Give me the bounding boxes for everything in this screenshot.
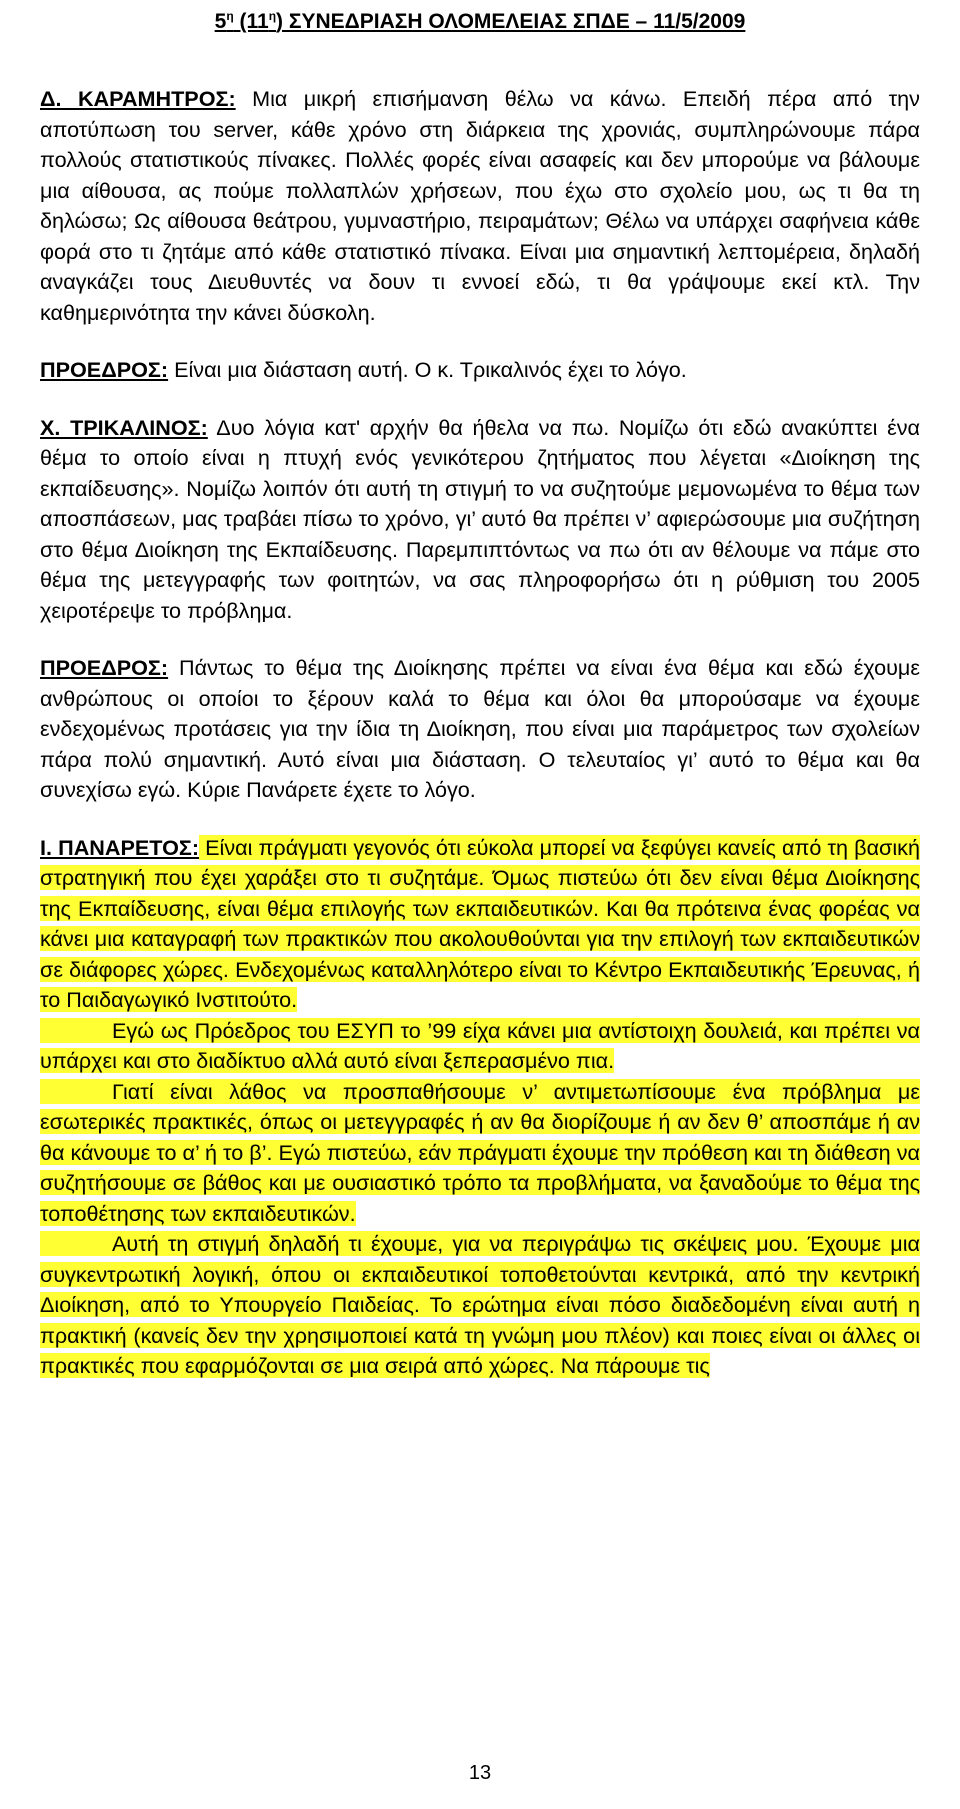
- speaker-name: Δ. ΚΑΡΑΜΗΤΡΟΣ:: [40, 86, 236, 111]
- speaker-name: Ι. ΠΑΝΑΡΕΤΟΣ:: [40, 834, 200, 860]
- page-number: 13: [468, 1762, 492, 1784]
- highlighted-text: Εγώ ως Πρόεδρος του ΕΣΥΠ το ’99 είχα κάνει μια αντίστοιχη δουλειά, και πρέπει να υπάρχει και στο διαδίκτυο αλλά αυτό είναι ξεπερασμένο πια.: [40, 1017, 920, 1073]
- speaker-name: ΠΡΟΕΔΡΟΣ:: [40, 655, 169, 680]
- document-body: [40, 84, 920, 1382]
- paragraph-panaretos-1: [40, 833, 920, 1016]
- highlighted-text: Γιατί είναι λάθος να προσπαθήσουμε ν’ αντιμετωπίσουμε ένα πρόβλημα με εσωτερικές πρακτικές, όπως οι μετεγγραφές ή αν θα διορίζουμε ή αν δεν θ’ αποσπάμε ή αν θα κάνουμε το α’ ή το β’. Εγώ πιστεύω, εάν πράγματι έχουμε την πρόθεση και τη διάθεση να συζητήσουμε σε βάθος και με ουσιαστικό τρόπο τα προβλήματα, να ξαναδούμε το θέμα της τοποθέτησης των εκπαιδευτικών.: [40, 1078, 920, 1226]
- paragraph-text: Είναι μια διάσταση αυτή. Ο κ. Τρικαλινός έχει το λόγο.: [168, 357, 687, 382]
- paragraph-text: Πάντως το θέμα της Διοίκησης πρέπει να είναι ένα θέμα και εδώ έχουμε ανθρώπους οι οποίοι το ξέρουν καλά το θέμα και όλοι θα μπορούσαμε να έχουμε ενδεχομένως προτάσεις για την ίδια τη Διοίκηση, που είναι μια παράμετρος των σχολείων πάρα πολύ σημαντική. Αυτό είναι μια διάσταση. Ο τελευταίος γι’ αυτό το θέμα και θα συνεχίσω εγώ. Κύριε Πανάρετε έχετε το λόγο.: [40, 655, 920, 802]
- header-sup-1: η: [226, 9, 234, 23]
- highlighted-text: Είναι πράγματι γεγονός ότι εύκολα μπορεί να ξεφύγει κανείς από τη βασική στρατηγική που έχει χαράξει στο τι συζητάμε. Όμως πιστεύω ότι δεν είναι θέμα Διοίκησης της Εκπαίδευσης, είναι θέμα επιλογής των εκπαιδευτικών. Και θα πρότεινα ένας φορέας να κάνει μια καταγραφή των πρακτικών που ακολουθούνται για την επιλογή των εκπαιδευτικών σε διάφορες χώρες. Ενδεχομένως καταλληλότερο είναι το Κέντρο Εκπαιδευτικής Έρευνας, ή το Παιδαγωγικό Ινστιτούτο.: [40, 834, 920, 1012]
- paragraph-text: Μια μικρή επισήμανση θέλω να κάνω. Επειδή πέρα από την αποτύπωση του server, κάθε χρόνο στη διάρκεια της χρονιάς, συμπληρώνουμε πάρα πολλούς στατιστικούς πίνακες. Πολλές φορές είναι ασαφείς και δεν μπορούμε να βάλουμε μια αίθουσα, ας πούμε πολλαπλών χρήσεων, που έχω στο σχολείο μου, ως τι θα τη δηλώσω; Ως αίθουσα θεάτρου, γυμναστήριο, πειραμάτων; Θέλω να υπάρχει σαφήνεια κάθε φορά στο τι ζητάμε από κάθε στατιστικό πίνακα. Είναι μια σημαντική λεπτομέρεια, δηλαδή αναγκάζει τους Διευθυντές να δουν τι εννοεί εδώ, τι θα γράψουμε εκεί κτλ. Την καθημερινότητα την κάνει δύσκολη.: [40, 86, 920, 325]
- paragraph-panaretos-4: [40, 1229, 920, 1382]
- header-middle: (11: [233, 10, 269, 33]
- paragraph-text: Δυο λόγια κατ' αρχήν θα ήθελα να πω. Νομίζω ότι εδώ ανακύπτει ένα θέμα το οποίο είναι η πτυχή ενός γενικότερου ζητήματος που λέγεται «Διοίκηση της εκπαίδευσης». Νομίζω λοιπόν ότι αυτή τη στιγμή το να συζητούμε μεμονωμένα το θέμα των αποσπάσεων, μας τραβάει πίσω το χρόνο, γι’ αυτό θα πρέπει ν’ αφιερώσουμε μια συζήτηση στο θέμα Διοίκηση της Εκπαίδευσης. Παρεμπιπτόντως να πω ότι αν θέλουμε να πάμε στο θέμα της μετεγγραφής των φοιτητών, να σας πληροφορήσω ότι η ρύθμιση του 2005 χειροτέρεψε το πρόβλημα.: [40, 414, 920, 623]
- highlighted-text: Αυτή τη στιγμή δηλαδή τι έχουμε, για να περιγράψω τις σκέψεις μου. Έχουμε μια συγκεντρωτική λογική, όπου οι εκπαιδευτικοί τοποθετούνται κεντρικά, από την κεντρική Διοίκηση, από το Υπουργείο Παιδείας. Το ερώτημα είναι πόσο διαδεδομένη είναι αυτή η πρακτική (κανείς δεν την χρησιμοποιεί κατά τη γνώμη μου πλέον) και ποιες είναι οι άλλες οι πρακτικές που εφαρμόζονται σε μια σειρά από χώρες. Να πάρουμε τις: [40, 1231, 920, 1378]
- header-title: ) ΣΥΝΕΔΡΙΑΣΗ ΟΛΟΜΕΛΕΙΑΣ ΣΠΔΕ – 11/5/2009: [276, 10, 746, 33]
- speaker-name: Χ. ΤΡΙΚΑΛΙΝΟΣ:: [40, 414, 208, 440]
- paragraph-panaretos-3: [40, 1077, 920, 1230]
- paragraph-panaretos-2: [40, 1016, 920, 1077]
- paragraph-karamitros: [40, 84, 920, 328]
- header-sup-2: η: [268, 9, 277, 23]
- page-header: [0, 0, 960, 38]
- paragraph-proedros-2: [40, 653, 920, 806]
- header-prefix: 5: [214, 10, 227, 33]
- paragraph-trikalinos: [40, 413, 920, 627]
- paragraph-proedros-1: [40, 355, 920, 386]
- speaker-name: ΠΡΟΕΔΡΟΣ:: [40, 357, 169, 382]
